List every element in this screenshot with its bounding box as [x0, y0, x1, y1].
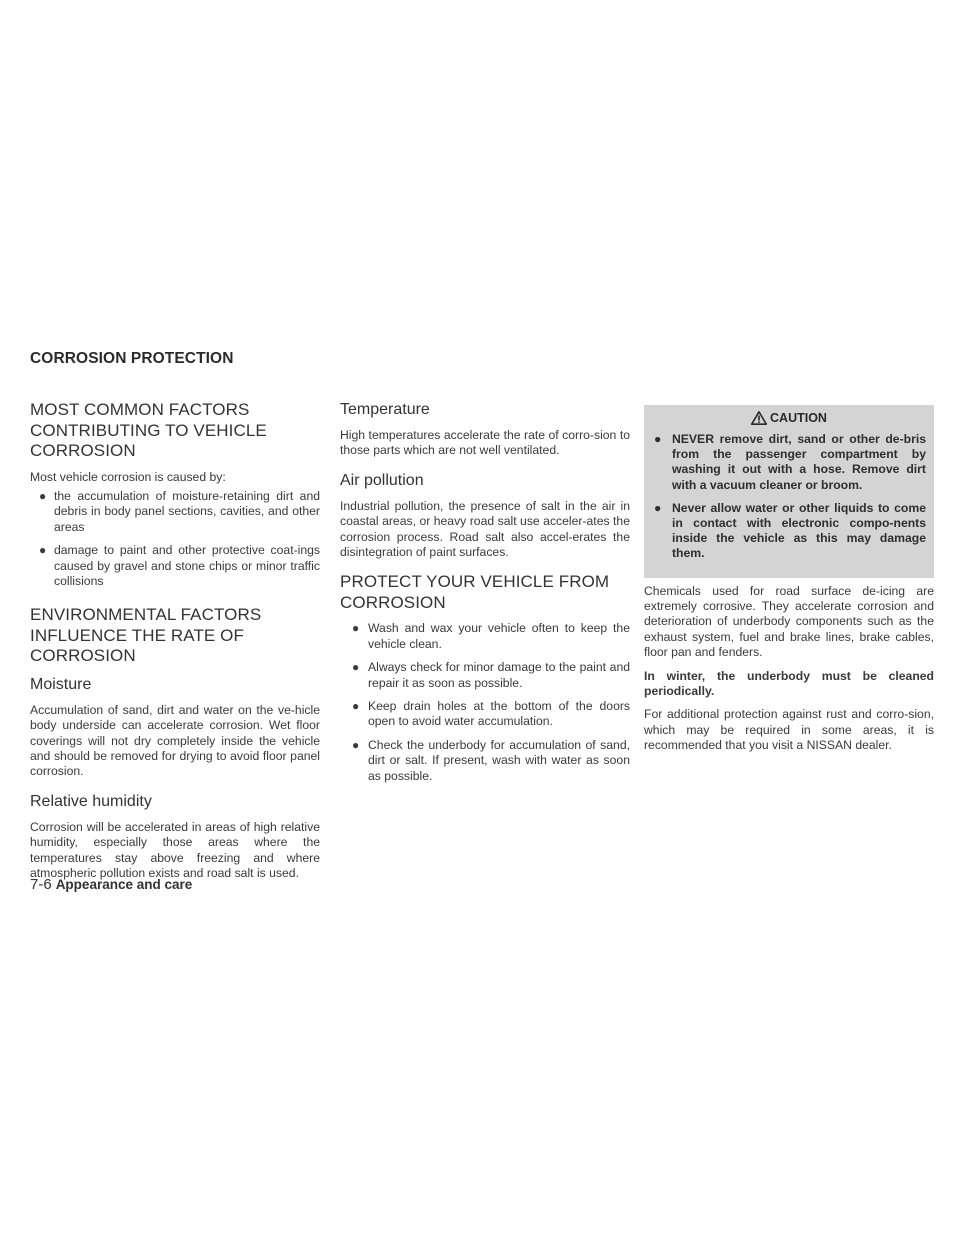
section-title: CORROSION PROTECTION [30, 350, 234, 367]
list-item: ● damage to paint and other protective coat-ings caused by gravel and stone chips or minor traffic collisions [39, 543, 320, 588]
list-item: ● Check the underbody for accumulation of sand, dirt or salt. If present, wash with water as soon as possible. [352, 737, 630, 783]
heading-air-pollution: Air pollution [340, 471, 424, 489]
bullet-icon: ● [352, 699, 360, 714]
heading-common-factors: MOST COMMON FACTORS CONTRIBUTING TO VEHICLE CORROSION [30, 400, 267, 460]
list-item: ● Always check for minor damage to the paint and repair it as soon as possible. [352, 660, 630, 690]
moisture-text: Accumulation of sand, dirt and water on the ve-hicle body underside can accelerate corrosion. Wet floor coverings will not dry completely inside the vehicle and should be removed for drying to avoid floor panel corrosion. [30, 702, 320, 779]
factors-list [30, 489, 320, 589]
protect-list [340, 621, 630, 784]
heading-protect-vehicle: PROTECT YOUR VEHICLE FROM CORROSION [340, 572, 610, 612]
caution-list [652, 432, 926, 562]
page-footer [30, 876, 192, 893]
heading-relative-humidity: Relative humidity [30, 792, 152, 810]
bullet-icon: ● [352, 737, 360, 752]
bullet-icon: ● [39, 488, 47, 503]
heading-temperature: Temperature [340, 401, 430, 418]
chemicals-text: Chemicals used for road surface de-icing are extremely corrosive. They accelerate corrosion and deterioration of underbody components such as the exhaust system, fuel and brake lines, brake cables, floor pan and fenders. [644, 583, 934, 660]
list-item: ● Never allow water or other liquids to come in contact with electronic compo-nents inside the vehicle as this may damage them. [654, 500, 926, 561]
heading-moisture: Moisture [30, 675, 92, 693]
column-left [30, 400, 320, 882]
list-item: ● the accumulation of moisture-retaining dirt and debris in body panel sections, cavities, and other areas [39, 488, 320, 534]
chapter-name: Appearance and care [55, 877, 193, 892]
humidity-text: Corrosion will be accelerated in areas of high relative humidity, especially those areas where the temperatures stay above freezing and where atmospheric pollution exists and road salt is used. [30, 819, 320, 881]
caution-header [652, 411, 926, 425]
list-item: ● Wash and wax your vehicle often to keep the vehicle clean. [352, 621, 630, 651]
list-item: ● Keep drain holes at the bottom of the doors open to avoid water accumulation. [352, 699, 630, 729]
heading-environmental-factors: ENVIRONMENTAL FACTORS INFLUENCE THE RATE OF CORROSION [30, 605, 262, 666]
bullet-icon: ● [352, 660, 360, 675]
column-right [644, 405, 934, 754]
caution-box [644, 405, 934, 578]
bullet-icon: ● [654, 500, 662, 515]
winter-text: In winter, the underbody must be cleaned periodically. [644, 668, 934, 699]
page-number: 7-6 [30, 876, 52, 893]
list-item: ● NEVER remove dirt, sand or other de-bris from the passenger compartment by washing it out with a hose. Remove dirt with a vacuum cleaner or broom. [654, 432, 926, 492]
bullet-icon: ● [654, 432, 662, 446]
additional-protection-text: For additional protection against rust and corro-sion, which may be required in some areas, it is recommended that you visit a NISSAN dealer. [644, 707, 934, 753]
warning-icon [751, 411, 767, 425]
bullet-icon: ● [39, 543, 47, 558]
caution-label: CAUTION [770, 411, 827, 425]
bullet-icon: ● [352, 621, 360, 636]
air-pollution-text: Industrial pollution, the presence of salt in the air in coastal areas, or heavy road salt use acceler-ates the corrosion process. Road salt also accel-erates the disintegration of paint surfaces. [340, 498, 630, 560]
intro-text: Most vehicle corrosion is caused by: [30, 469, 226, 484]
temperature-text: High temperatures accelerate the rate of corro-sion to those parts which are not well ventilated. [340, 428, 630, 458]
column-middle [340, 400, 630, 792]
